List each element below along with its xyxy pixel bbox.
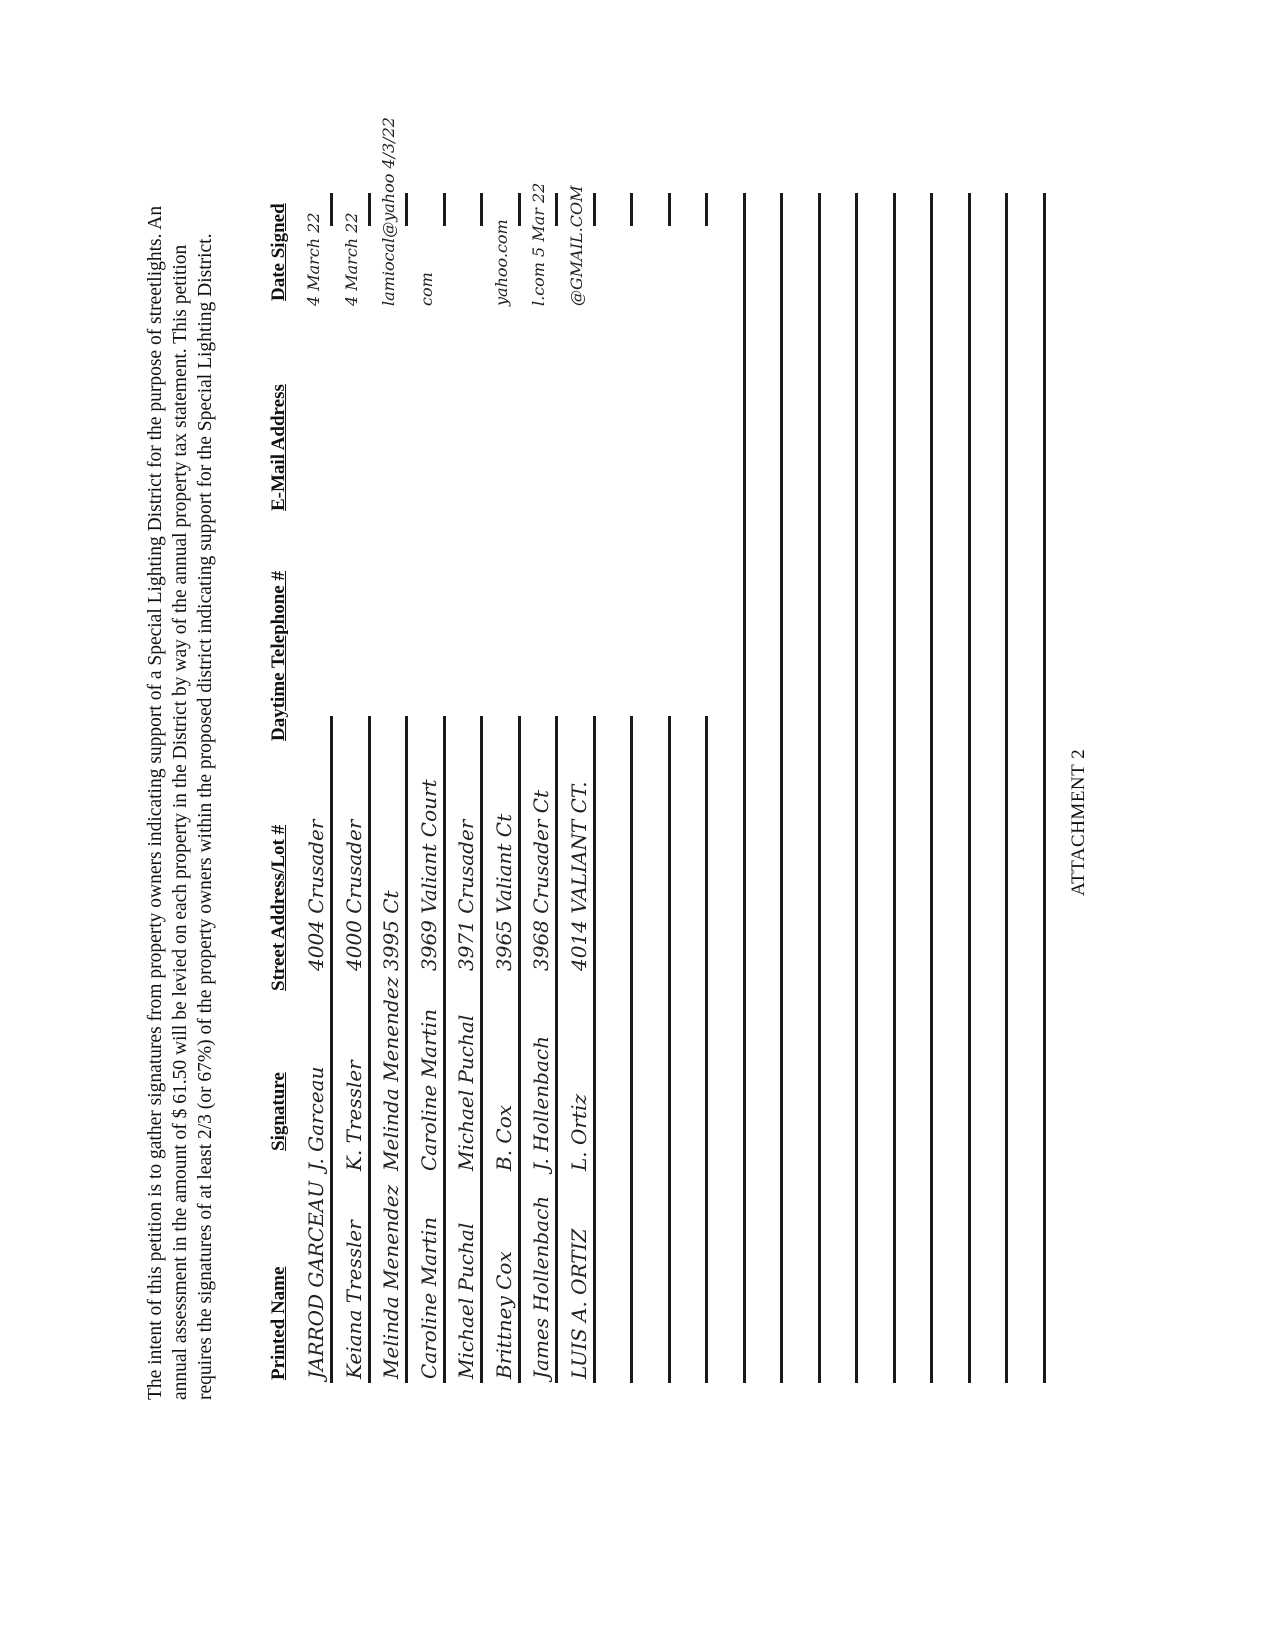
signature-entry: L. Ortiz: [566, 1094, 591, 1171]
header-printed-name: Printed Name: [268, 1266, 289, 1380]
street-address-entry: 3968 Crusader Ct: [529, 789, 553, 971]
signature-entry: Melinda Menendez: [379, 976, 403, 1171]
signature-line: [1043, 193, 1046, 1383]
date-signed-entry: 4 March 22: [304, 212, 323, 306]
printed-name-entry: James Hollenbach: [529, 1195, 553, 1379]
printed-name-entry: Melinda Menendez: [379, 1184, 403, 1379]
signature-line: [743, 193, 746, 1383]
printed-name-entry: LUIS A. ORTIZ: [566, 1228, 591, 1379]
intro-paragraph: The intent of this petition is to gather signatures from property owners indicating support of a Special Lighting District for the purpose of streetlights. An annual assessment in the amount of $ 61.50 will be levied on each property in the District by way of the annual property tax statement. This petition requires the signatures of at least 2/3 (or 67%) of the property owners within the proposed district indicating support for the Special Lighting District.: [145, 205, 216, 1400]
signature-line: [855, 193, 858, 1383]
date-signed-entry: lamiocal@yahoo 4/3/22: [379, 117, 398, 306]
signature-line: [930, 193, 933, 1383]
signature-line: [893, 193, 896, 1383]
street-address-entry: 3995 Ct: [379, 890, 403, 971]
signature-entry: K. Tressler: [341, 1060, 366, 1171]
header-email: E-Mail Address: [268, 384, 289, 511]
street-address-entry: 4000 Crusader: [341, 819, 366, 971]
date-signed-entry: @GMAIL.COM: [566, 185, 586, 306]
date-signed-entry: yahoo.com: [491, 219, 511, 306]
signature-entry: J. Garceau: [304, 1066, 328, 1171]
street-address-entry: 4014 VALIANT CT.: [566, 781, 591, 971]
header-street-address: Street Address/Lot #: [268, 824, 289, 991]
date-signed-entry: com: [416, 272, 436, 306]
printed-name-entry: Caroline Martin: [416, 1217, 441, 1379]
signature-entry: J. Hollenbach: [529, 1036, 553, 1171]
date-signed-entry: l.com 5 Mar 22: [529, 182, 548, 306]
street-address-entry: 3965 Valiant Ct: [491, 813, 516, 971]
header-date-signed: Date Signed: [268, 203, 289, 301]
signature-line: [780, 193, 783, 1383]
printed-name-entry: Brittney Cox: [491, 1251, 516, 1379]
signature-line: [968, 193, 971, 1383]
signature-entry: B. Cox: [491, 1104, 516, 1171]
street-address-entry: 3971 Crusader: [454, 819, 478, 971]
signature-entry: Caroline Martin: [416, 1009, 441, 1171]
header-telephone: Daytime Telephone #: [268, 571, 289, 741]
street-address-entry: 4004 Crusader: [304, 819, 328, 971]
signature-entry: Michael Puchal: [454, 1014, 478, 1171]
date-signed-entry: 4 March 22: [341, 212, 361, 306]
printed-name-entry: Michael Puchal: [454, 1222, 478, 1379]
printed-name-entry: JARROD GARCEAU: [304, 1180, 328, 1379]
signature-line: [1005, 193, 1008, 1383]
attachment-label: ATTACHMENT 2: [1068, 748, 1089, 896]
street-address-entry: 3969 Valiant Court: [416, 779, 441, 971]
header-signature: Signature: [268, 1072, 289, 1151]
signature-line: [818, 193, 821, 1383]
printed-name-entry: Keiana Tressler: [341, 1220, 366, 1379]
